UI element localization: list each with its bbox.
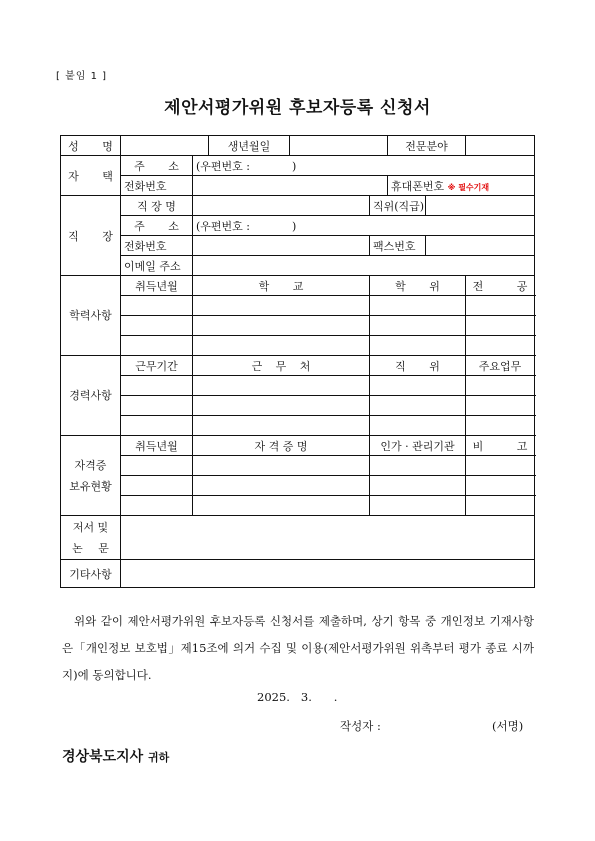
etc-label: 기타사항 — [61, 560, 121, 588]
table-cell[interactable] — [193, 336, 370, 356]
career-header-workplace: 근 무 처 — [193, 356, 370, 376]
career-header-duty: 주요업무 — [466, 356, 535, 376]
career-header-position: 직 위 — [370, 356, 466, 376]
consent-paragraph — [62, 608, 534, 689]
email-label: 이메일 주소 — [121, 256, 193, 276]
table-cell[interactable] — [466, 376, 535, 396]
table-cell[interactable] — [466, 396, 535, 416]
table-cell[interactable] — [370, 316, 466, 336]
license-label-line1: 자격증 — [74, 458, 107, 472]
table-cell[interactable] — [466, 416, 535, 436]
company-label: 직 장 명 — [121, 196, 193, 216]
work-address-field[interactable]: (우편번호 : ) — [193, 216, 535, 236]
education-header-school: 학 교 — [193, 276, 370, 296]
field-value[interactable] — [466, 136, 535, 156]
papers-label-line2: 논 문 — [72, 541, 109, 555]
home-address-field[interactable]: (우편번호 : ) — [193, 156, 535, 176]
education-label: 학력사항 — [61, 276, 121, 356]
work-phone-field[interactable] — [193, 236, 370, 256]
home-address-label: 주 소 — [121, 156, 193, 176]
work-address-label: 주 소 — [121, 216, 193, 236]
table-cell[interactable] — [466, 336, 535, 356]
career-label: 경력사항 — [61, 356, 121, 436]
name-label: 성 명 — [61, 136, 121, 156]
position-label: 직위(직급) — [370, 196, 426, 216]
table-cell[interactable] — [121, 416, 193, 436]
recipient-name: 경상북도지사 — [62, 749, 144, 765]
table-cell[interactable] — [370, 336, 466, 356]
license-header-agency: 인가 · 관리기관 — [370, 436, 466, 456]
table-cell[interactable] — [121, 396, 193, 416]
table-cell[interactable] — [193, 416, 370, 436]
papers-label — [61, 516, 121, 560]
education-header-major: 전 공 — [466, 276, 535, 296]
field-label: 전문분야 — [388, 136, 466, 156]
name-field[interactable] — [121, 136, 209, 156]
table-cell[interactable] — [121, 296, 193, 316]
license-header-note: 비 고 — [466, 436, 535, 456]
work-label: 직 장 — [61, 196, 121, 276]
home-label: 자 택 — [61, 156, 121, 196]
table-cell[interactable] — [121, 376, 193, 396]
birth-field[interactable] — [290, 136, 388, 156]
education-header-date: 취득년월 — [121, 276, 193, 296]
table-cell[interactable] — [121, 316, 193, 336]
work-phone-label: 전화번호 — [121, 236, 193, 256]
table-cell[interactable] — [370, 376, 466, 396]
table-cell[interactable] — [193, 476, 370, 496]
table-cell[interactable] — [466, 316, 535, 336]
fax-field[interactable] — [426, 236, 535, 256]
home-phone-field[interactable] — [193, 176, 388, 196]
sign-label: (서명) — [492, 719, 524, 733]
table-cell[interactable] — [193, 376, 370, 396]
recipient — [62, 746, 169, 766]
license-header-date: 취득년월 — [121, 436, 193, 456]
attachment-label: [ 붙임 1 ] — [56, 71, 108, 82]
recipient-suffix: 귀하 — [148, 751, 170, 764]
position-field[interactable] — [426, 196, 535, 216]
etc-field[interactable] — [121, 560, 535, 588]
table-cell[interactable] — [370, 496, 466, 516]
table-cell[interactable] — [121, 496, 193, 516]
table-cell[interactable] — [370, 416, 466, 436]
papers-label-line1: 저서 및 — [72, 520, 109, 534]
mobile-cell[interactable] — [388, 176, 535, 196]
license-label — [61, 436, 121, 516]
education-header-degree: 학 위 — [370, 276, 466, 296]
company-field[interactable] — [193, 196, 370, 216]
application-form-table — [60, 135, 535, 588]
table-cell[interactable] — [121, 456, 193, 476]
career-header-period: 근무기간 — [121, 356, 193, 376]
table-cell[interactable] — [193, 396, 370, 416]
table-cell[interactable] — [370, 476, 466, 496]
email-field[interactable] — [193, 256, 535, 276]
birth-label: 생년월일 — [209, 136, 290, 156]
table-cell[interactable] — [193, 316, 370, 336]
license-label-line2: 보유현황 — [69, 479, 112, 493]
table-cell[interactable] — [370, 456, 466, 476]
home-phone-label: 전화번호 — [121, 176, 193, 196]
form-title: 제안서평가위원 후보자등록 신청서 — [164, 98, 431, 118]
writer-label: 작성자 : — [340, 719, 381, 733]
fax-label: 팩스번호 — [370, 236, 426, 256]
consent-text: 위와 같이 제안서평가위원 후보자등록 신청서를 제출하며, 상기 항목 중 개인정보 기재사항은「개인정보 보호법」제15조에 의거 수집 및 이용(제안서평가위원 위촉부터 평가 종료 시까지)에 동의합니다. — [62, 614, 534, 682]
date-line: 2025. 3. . — [257, 690, 338, 704]
table-cell[interactable] — [370, 296, 466, 316]
license-header-name: 자 격 증 명 — [193, 436, 370, 456]
required-note: ※ 필수기재 — [447, 182, 490, 192]
table-cell[interactable] — [193, 496, 370, 516]
table-cell[interactable] — [466, 296, 535, 316]
table-cell[interactable] — [466, 476, 535, 496]
table-cell[interactable] — [466, 496, 535, 516]
mobile-label: 휴대폰번호 — [391, 179, 445, 193]
table-cell[interactable] — [193, 456, 370, 476]
table-cell[interactable] — [193, 296, 370, 316]
table-cell[interactable] — [121, 476, 193, 496]
table-cell[interactable] — [121, 336, 193, 356]
table-cell[interactable] — [370, 396, 466, 416]
table-cell[interactable] — [466, 456, 535, 476]
papers-field[interactable] — [121, 516, 535, 560]
